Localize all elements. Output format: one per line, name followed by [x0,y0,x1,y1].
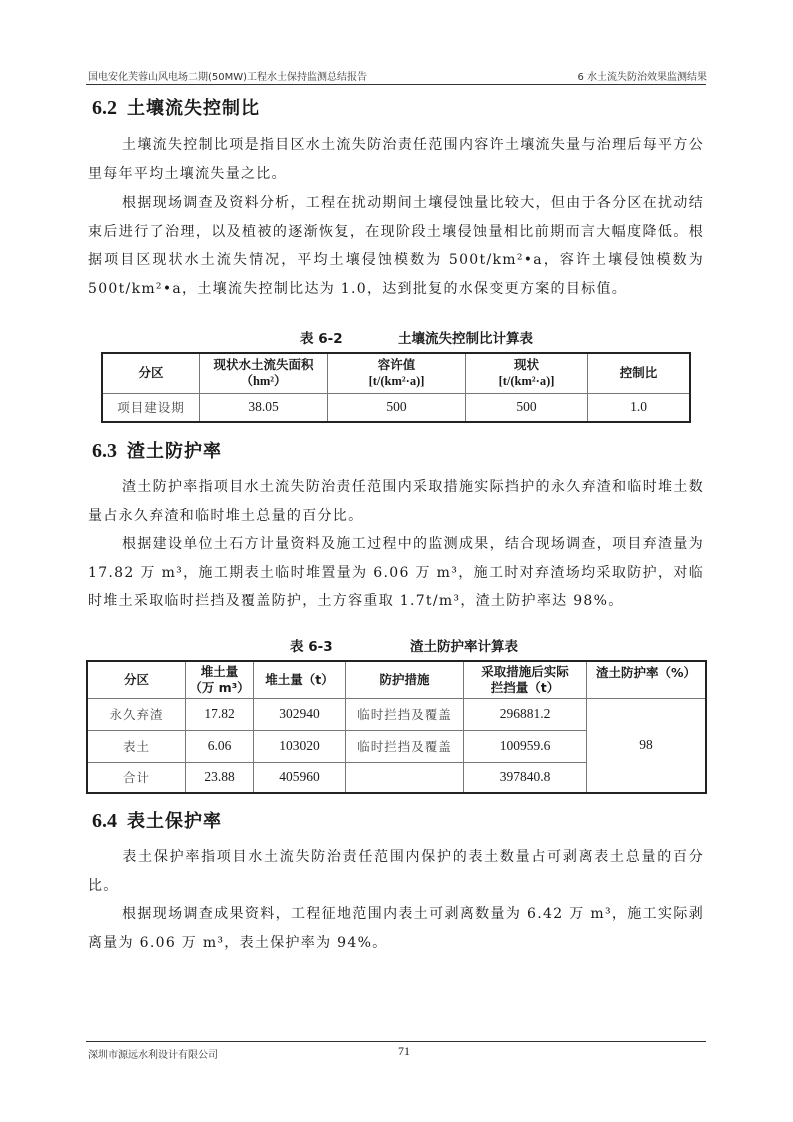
table-row [87,698,706,730]
section-number: 6.2 [92,97,117,119]
paragraph [88,473,704,530]
section-title: 表土保护率 [127,811,222,832]
table-cell [346,762,464,793]
table-cell: 100959.6 [464,730,587,762]
table-cell: 6.06 [186,730,254,762]
header-cell: 容许值 [t/(km²·a)] [328,353,466,393]
table-header-row [87,661,706,698]
paragraph-text: 根据现场调查及资料分析，工程在扰动期间土壤侵蚀量比较大，但由于各分区在扰动结束后进行了治理，以及植被的逐渐恢复，在现阶段土壤侵蚀量相比前期而言大幅度降低。根据项目区现状水土流失情况，平均土壤侵蚀模数为 500t/km²•a，容许土壤侵蚀模数为 500t/km²•a，土壤流失控制比达为 1.0，达到批复的水保变更方案的目标值。 [88,195,704,297]
table-cell: 1.0 [588,393,691,422]
header-cell: 现状水土流失面积 （hm²） [200,353,328,393]
table-cell: 23.88 [186,762,254,793]
header-cell: 采取措施后实际 拦挡量（t） [464,661,587,698]
table-header-row [102,353,690,393]
section-title: 渣土防护率 [127,441,222,462]
paragraph [88,530,704,616]
running-header-title: 国电安化芙蓉山风电场二期(50MW)工程水土保持监测总结报告 [88,72,368,83]
table-cell: 397840.8 [464,762,587,793]
section-number: 6.4 [92,810,117,832]
paragraph [88,900,704,957]
table-cell: 405960 [254,762,346,793]
section-heading-6-2 [92,94,260,120]
page-number: 71 [398,1044,410,1058]
table-cell: 合计 [87,762,186,793]
section-heading-6-3 [92,437,222,463]
header-cell: 控制比 [588,353,691,393]
paragraph-text: 根据现场调查成果资料，工程征地范围内表土可剥离数量为 6.42 万 m³，施工实际剥离量为 6.06 万 m³，表土保护率为 94%。 [88,906,704,951]
running-header-chapter: 6 水土流失防治效果监测结果 [577,72,707,83]
table-cell: 103020 [254,730,346,762]
footer-company: 深圳市源远水利设计有限公司 [88,1050,218,1061]
section-number: 6.3 [92,440,117,462]
table-cell-merged-rate: 98 [587,698,707,793]
section-title: 土壤流失控制比 [127,98,260,119]
table-cell: 项目建设期 [102,393,200,422]
table-cell: 38.05 [200,393,328,422]
table-row [102,393,690,422]
table-title: 渣土防护率计算表 [410,639,518,655]
header-cell: 分区 [87,661,186,698]
paragraph [88,843,704,900]
table-soil-loss-control-ratio [101,352,691,423]
table-cell: 500 [466,393,588,422]
header-cell: 防护措施 [346,661,464,698]
header-rule [86,84,706,85]
table-cell: 临时拦挡及覆盖 [346,698,464,730]
paragraph-text: 土壤流失控制比项是指目区水土流失防治责任范围内容许土壤流失量与治理后每平方公里每年平均土壤流失量之比。 [88,137,704,182]
table-spoil-protection-rate [86,660,707,794]
header-cell: 堆土量 （万 m³） [186,661,254,698]
footer-rule [86,1041,706,1042]
paragraph [88,189,704,303]
table-cell: 表土 [87,730,186,762]
header-cell: 渣土防护率（%） [587,661,707,698]
section-heading-6-4 [92,807,222,833]
table-cell: 17.82 [186,698,254,730]
table-label: 表 6-2 [300,331,343,347]
table-cell: 302940 [254,698,346,730]
paragraph [88,131,704,188]
table-cell: 500 [328,393,466,422]
table-title: 土壤流失控制比计算表 [398,331,533,347]
table-cell: 296881.2 [464,698,587,730]
table-label: 表 6-3 [290,639,333,655]
header-cell: 现状 [t/(km²·a)] [466,353,588,393]
table-cell: 临时拦挡及覆盖 [346,730,464,762]
header-cell: 堆土量（t） [254,661,346,698]
table-cell: 永久弃渣 [87,698,186,730]
paragraph-text: 根据建设单位土石方计量资料及施工过程中的监测成果，结合现场调查，项目弃渣量为 17.82 万 m³，施工期表土临时堆置量为 6.06 万 m³，施工时对弃渣场均采取防护，对临时堆土采取临时拦挡及覆盖防护，土方容重取 1.7t/m³，渣土防护率达 98%。 [88,536,704,609]
paragraph-text: 渣土防护率指项目水土流失防治责任范围内采取措施实际挡护的永久弃渣和临时堆土数量占永久弃渣和临时堆土总量的百分比。 [88,479,704,524]
paragraph-text: 表土保护率指项目水土流失防治责任范围内保护的表土数量占可剥离表土总量的百分比。 [88,849,704,894]
header-cell: 分区 [102,353,200,393]
